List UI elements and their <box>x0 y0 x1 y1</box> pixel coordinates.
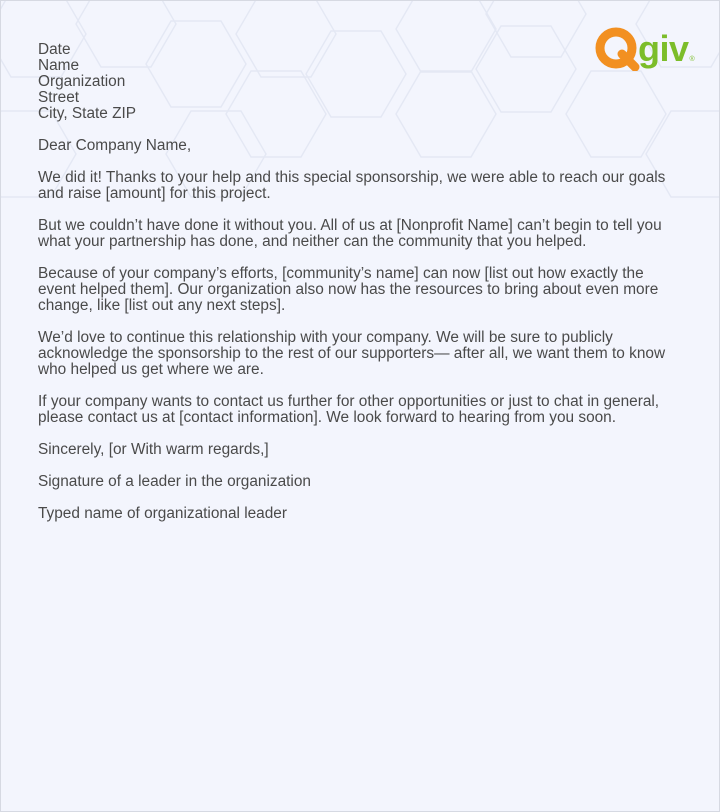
paragraph-impact: Because of your company’s efforts, [community’s name] can now [list out how exactly the event helped them]. Our organization also now has the resources to bring about even more change, like [list out any next steps]. <box>38 265 659 314</box>
recipient-address-block <box>38 42 678 122</box>
logo-wordmark: giv <box>638 28 689 69</box>
logo-trademark: ® <box>689 56 695 63</box>
letter-body <box>38 42 678 522</box>
address-name: Name <box>38 57 80 74</box>
paragraph-relationship: We’d love to continue this relationship with your company. We will be sure to publicly acknowledge the sponsorship to the rest of our supporters— after all, we want them to know who helped us get where we are. <box>38 329 666 378</box>
letter-closing: Sincerely, [or With warm regards,] <box>38 441 269 458</box>
letter-greeting: Dear Company Name, <box>38 137 192 154</box>
typed-name-line: Typed name of organizational leader <box>38 505 287 522</box>
paragraph-thanks: We did it! Thanks to your help and this special sponsorship, we were able to reach our goals and raise [amount] for this project. <box>38 169 666 202</box>
signature-line: Signature of a leader in the organization <box>38 473 311 490</box>
paragraph-gratitude: But we couldn’t have done it without you. All of us at [Nonprofit Name] can’t begin to tell you what your partnership has done, and neither can the community that you helped. <box>38 217 662 250</box>
address-city-state-zip: City, State ZIP <box>38 105 137 122</box>
address-street: Street <box>38 89 80 106</box>
address-organization: Organization <box>38 73 126 90</box>
paragraph-contact: If your company wants to contact us further for other opportunities or just to chat in general, please contact us at [contact information]. We look forward to hearing from you soon. <box>38 393 660 426</box>
address-date: Date <box>38 41 71 58</box>
